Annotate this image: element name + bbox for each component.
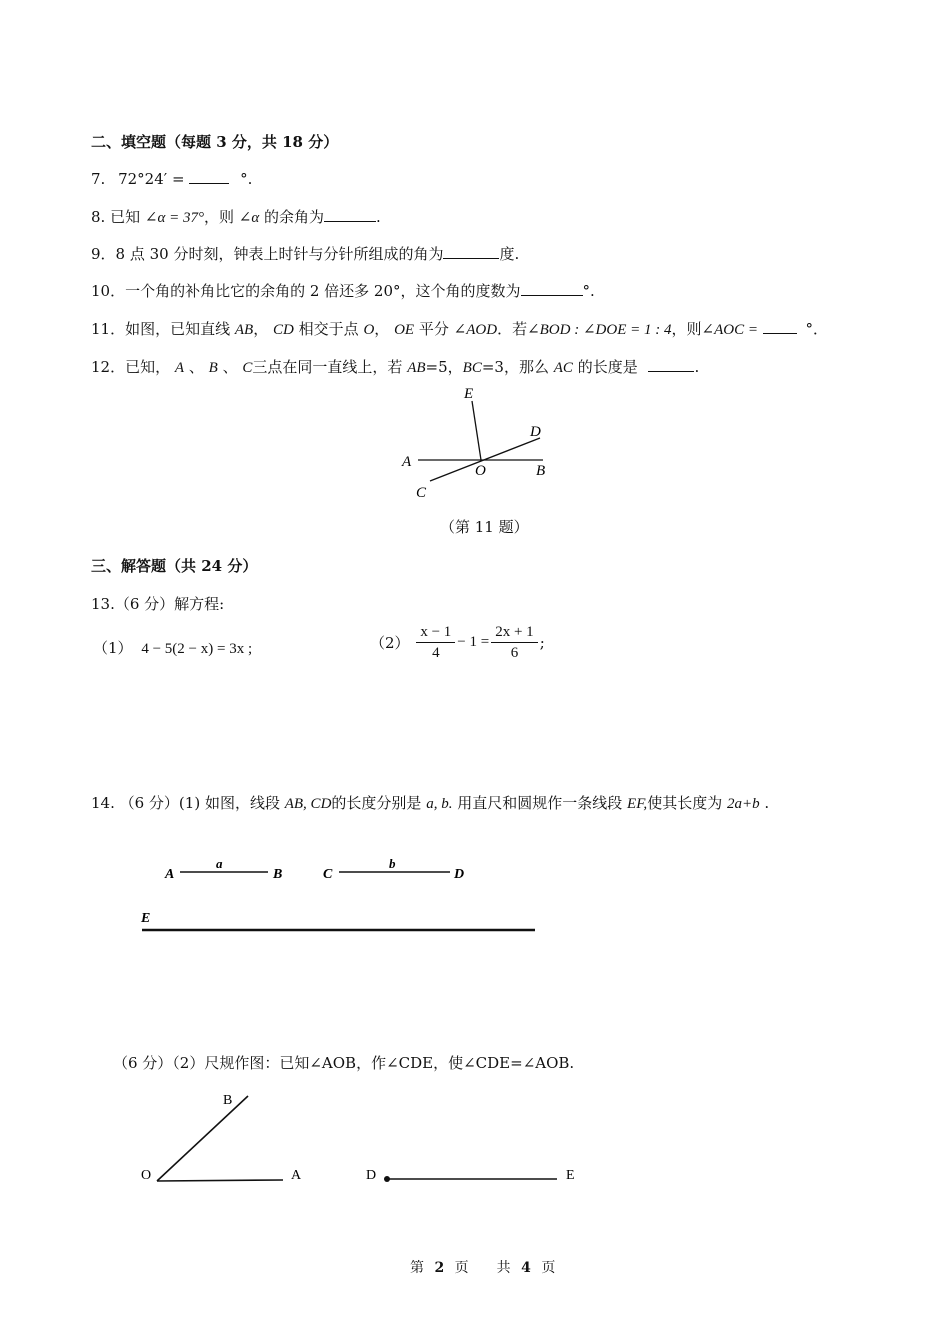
figure-11-diagram <box>395 383 565 503</box>
question-8 <box>91 206 381 227</box>
q9-answer-blank[interactable] <box>443 244 499 259</box>
q12-point-a: A <box>174 360 185 376</box>
label-a: A <box>165 867 175 882</box>
q11-text-a: 如图，已知直线 <box>125 320 231 338</box>
label-d: D <box>366 1168 377 1183</box>
point-d-dot <box>384 1176 390 1182</box>
q11-point-o: O <box>363 322 375 338</box>
q12-eq2: =3，那么 <box>481 358 549 376</box>
q14-segments: AB, CD <box>284 796 332 812</box>
q12-sep2: 、 <box>222 358 238 376</box>
q8-angle2: ∠α <box>238 210 260 226</box>
q13-part1 <box>93 637 252 658</box>
footer-pre: 第 <box>410 1260 424 1276</box>
label-a: A <box>402 454 412 470</box>
q11-ratio: ∠BOD : ∠DOE = 1 : 4 <box>527 322 672 338</box>
label-length-a: a <box>216 856 223 871</box>
q11-end: °． <box>805 320 829 338</box>
q8-text-post: 的余角为 <box>263 208 324 226</box>
q11-ray-oe: OE <box>394 322 415 338</box>
question-10 <box>91 280 595 301</box>
section-3-title: 三、解答题（共 24 分） <box>91 557 258 575</box>
q13-part1-label: （1） <box>93 639 133 657</box>
q8-text-pre: 已知 <box>110 208 141 226</box>
footer-page-number: 2 <box>434 1260 445 1276</box>
label-b: B <box>536 463 546 479</box>
q7-expression: 72°24′ = <box>118 170 185 188</box>
section-2-title: 二、填空题（每题 3 分，共 18 分） <box>91 133 339 151</box>
q8-text-mid: ，则 <box>203 208 234 226</box>
footer-mid: 页 共 <box>454 1260 511 1276</box>
q11-text-g: ，则 <box>671 320 702 338</box>
label-c: C <box>416 485 427 501</box>
q14-lengths: a, b. <box>426 796 453 812</box>
label-length-b: b <box>389 856 396 871</box>
fraction2-numerator: 2x + 1 <box>491 622 537 643</box>
q14-angle-figure <box>135 1085 585 1195</box>
q14-segment-ef: EF, <box>627 796 648 812</box>
q12-bc: BC <box>462 360 482 376</box>
q12-text-a: 已知， <box>125 358 171 376</box>
label-d: D <box>454 867 465 882</box>
q14-expression: 2a+b <box>726 796 760 812</box>
q12-sep1: 、 <box>188 358 204 376</box>
q11-answer-blank[interactable] <box>763 319 797 334</box>
q11-line-cd: CD <box>273 322 294 338</box>
q8-number: 8. <box>91 208 106 226</box>
q12-ac: AC <box>553 360 573 376</box>
q9-end: 度. <box>499 245 520 263</box>
footer-total-pages: 4 <box>521 1260 531 1276</box>
q12-text-b: 三点在同一直线上，若 <box>252 358 403 376</box>
label-o: O <box>141 1168 152 1183</box>
q8-end: . <box>376 208 381 226</box>
q12-number: 12． <box>91 358 126 376</box>
q14-end: . <box>764 794 770 812</box>
q13-fraction-1 <box>416 622 455 663</box>
q14-text1: 14. （6 分）(1) 如图，线段 <box>91 794 280 812</box>
q11-text-e: 平分 <box>418 320 449 338</box>
question-14 <box>91 792 769 813</box>
question-9 <box>91 243 519 264</box>
q14-text3: 用直尺和圆规作一条线段 <box>457 794 623 812</box>
q14-text2: 的长度分别是 <box>331 794 422 812</box>
label-a: A <box>291 1168 302 1183</box>
q11-angle-aoc: ∠AOC = <box>701 322 758 338</box>
q8-angle: ∠α = 37° <box>144 210 204 226</box>
ray-ob <box>157 1096 248 1181</box>
label-o: O <box>475 463 486 479</box>
label-c: C <box>323 867 333 882</box>
q12-end: . <box>694 358 700 376</box>
fraction2-denominator: 6 <box>510 645 519 661</box>
ray-oa <box>157 1180 283 1181</box>
question-7 <box>91 169 252 188</box>
q10-text: 10．一个角的补角比它的余角的 2 倍还多 20°，这个角的度数为 <box>91 282 521 300</box>
ray-oe <box>472 401 481 460</box>
fraction1-numerator: x − 1 <box>416 622 455 643</box>
q12-point-b: B <box>208 360 218 376</box>
q11-text-d: ， <box>374 320 390 338</box>
page-footer <box>410 1257 555 1277</box>
label-e: E <box>141 911 151 926</box>
q12-eq1: =5， <box>425 358 463 376</box>
q13-fraction-2 <box>491 622 537 663</box>
question-11 <box>91 318 828 339</box>
q9-text: 9．8 点 30 分时刻，钟表上时针与分针所组成的角为 <box>91 245 444 263</box>
q11-line-ab: AB <box>234 322 254 338</box>
q11-number: 11． <box>91 320 126 338</box>
q12-text-c: 的长度是 <box>577 358 638 376</box>
q12-answer-blank[interactable] <box>648 357 694 372</box>
q13-part2-mid: − 1 = <box>457 634 490 650</box>
q8-answer-blank[interactable] <box>324 207 376 222</box>
q13-part2-label: （2） <box>370 634 410 652</box>
q11-text-c: 相交于点 <box>298 320 359 338</box>
q10-end: °. <box>582 282 595 300</box>
q11-text-f: ．若 <box>497 320 528 338</box>
q12-point-c: C <box>242 360 253 376</box>
q14-text4: 使其长度为 <box>647 794 723 812</box>
question-12 <box>91 356 699 377</box>
q14-segments-figure <box>135 850 555 945</box>
q13-part2-end: ; <box>539 633 545 652</box>
q13-part2 <box>370 622 545 663</box>
footer-post: 页 <box>541 1260 556 1276</box>
q14-part2: （6 分）（2）尺规作图：已知∠AOB，作∠CDE，使∠CDE=∠AOB. <box>113 1054 575 1072</box>
figure-11-caption: （第 11 题） <box>440 518 529 536</box>
label-b: B <box>273 867 283 882</box>
fraction1-denominator: 4 <box>432 645 440 661</box>
q11-angle-aod: ∠AOD <box>453 322 498 338</box>
q13-part1-equation: 4 − 5(2 − x) = 3x ; <box>141 641 253 657</box>
label-d: D <box>530 424 541 440</box>
label-b: B <box>223 1093 233 1108</box>
label-e: E <box>566 1168 575 1183</box>
q10-answer-blank[interactable] <box>521 281 583 296</box>
q11-text-b: ， <box>253 320 269 338</box>
q7-answer-blank[interactable] <box>189 169 229 184</box>
question-13-title: 13.（6 分）解方程: <box>91 595 225 613</box>
q7-tail: °. <box>240 170 253 188</box>
q12-ab: AB <box>407 360 426 376</box>
q7-number: 7. <box>91 170 106 188</box>
label-e: E <box>464 386 474 402</box>
